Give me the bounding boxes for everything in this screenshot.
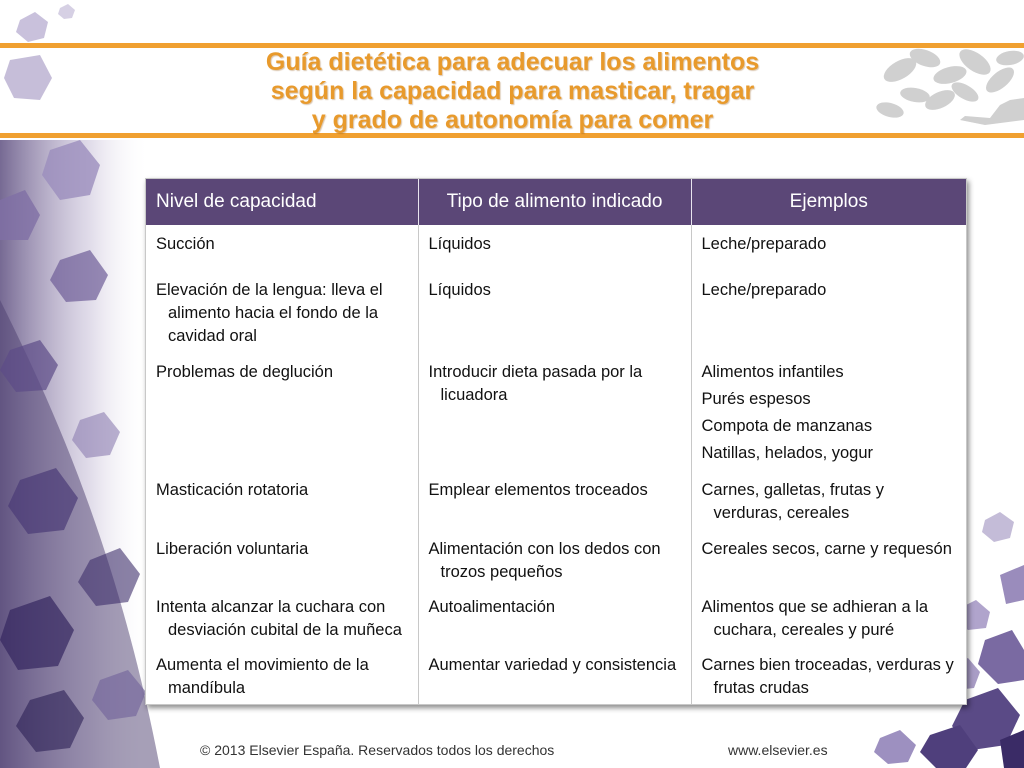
header-ejemplos: Ejemplos: [691, 179, 966, 225]
food-text: Alimentación con los dedos con trozos pequeños: [428, 540, 661, 581]
cell-food: [418, 471, 691, 530]
example-text: Carnes, galletas, frutas y verduras, cereales: [701, 481, 884, 522]
table-row: [146, 225, 966, 271]
slide-title: [150, 48, 875, 135]
title-line-2: según la capacidad para masticar, tragar: [270, 77, 755, 105]
level-text: Aumenta el movimiento de la mandíbula: [156, 656, 369, 697]
cell-examples: [691, 271, 966, 353]
cell-examples: [691, 530, 966, 588]
table-row: [146, 271, 966, 353]
cell-examples: [691, 225, 966, 271]
food-text: Líquidos: [428, 235, 491, 253]
website-link[interactable]: www.elsevier.es: [728, 742, 828, 758]
example-text: Leche/preparado: [701, 235, 827, 253]
cell-level: [146, 471, 418, 530]
cell-level: [146, 225, 418, 271]
cell-examples: [691, 646, 966, 704]
food-text: Emplear elementos troceados: [428, 481, 648, 499]
cell-level: [146, 271, 418, 353]
table-row: [146, 530, 966, 588]
cell-food: [418, 588, 691, 646]
food-text: Autoalimentación: [428, 598, 556, 616]
level-text: Intenta alcanzar la cuchara con desviación cubital de la muñeca: [156, 598, 402, 639]
cell-food: [418, 530, 691, 588]
cell-level: [146, 646, 418, 704]
table-row: [146, 646, 966, 704]
level-text: Succión: [156, 235, 215, 253]
level-text: Liberación voluntaria: [156, 540, 309, 558]
level-text: Elevación de la lengua: lleva el alimento hacia el fondo de la cavidad oral: [156, 281, 383, 345]
title-line-3: y grado de autonomía para comer: [311, 106, 714, 134]
cell-examples: [691, 353, 966, 471]
example-text: Alimentos infantiles: [701, 363, 844, 381]
example-text: Purés espesos: [701, 390, 811, 408]
cell-food: [418, 353, 691, 471]
cell-food: [418, 225, 691, 271]
cell-food: [418, 271, 691, 353]
table-row: [146, 588, 966, 646]
cell-level: [146, 353, 418, 471]
example-text: Leche/preparado: [701, 281, 827, 299]
cell-food: [418, 646, 691, 704]
level-text: Masticación rotatoria: [156, 481, 309, 499]
example-text: Natillas, helados, yogur: [701, 444, 874, 462]
copyright-notice: © 2013 Elsevier España. Reservados todos los derechos: [200, 742, 555, 758]
title-line-1: Guía dietética para adecuar los alimentos: [265, 48, 760, 76]
diet-guide-table-container: [145, 178, 967, 705]
header-nivel: Nivel de capacidad: [146, 179, 418, 225]
example-text: Compota de manzanas: [701, 417, 873, 435]
table-row: [146, 471, 966, 530]
example-text: Alimentos que se adhieran a la cuchara, cereales y puré: [701, 598, 929, 639]
food-text: Líquidos: [428, 281, 491, 299]
food-text: Aumentar variedad y consistencia: [428, 656, 677, 674]
cell-examples: [691, 588, 966, 646]
diet-guide-table: [146, 179, 966, 704]
table-header-row: [146, 179, 966, 225]
example-text: Carnes bien troceadas, verduras y frutas crudas: [701, 656, 954, 697]
cell-level: [146, 530, 418, 588]
header-tipo: Tipo de alimento indicado: [418, 179, 691, 225]
example-text: Cereales secos, carne y requesón: [701, 540, 952, 558]
cell-examples: [691, 471, 966, 530]
food-text: Introducir dieta pasada por la licuadora: [428, 363, 643, 404]
cell-level: [146, 588, 418, 646]
table-row: [146, 353, 966, 471]
level-text: Problemas de deglución: [156, 363, 334, 381]
